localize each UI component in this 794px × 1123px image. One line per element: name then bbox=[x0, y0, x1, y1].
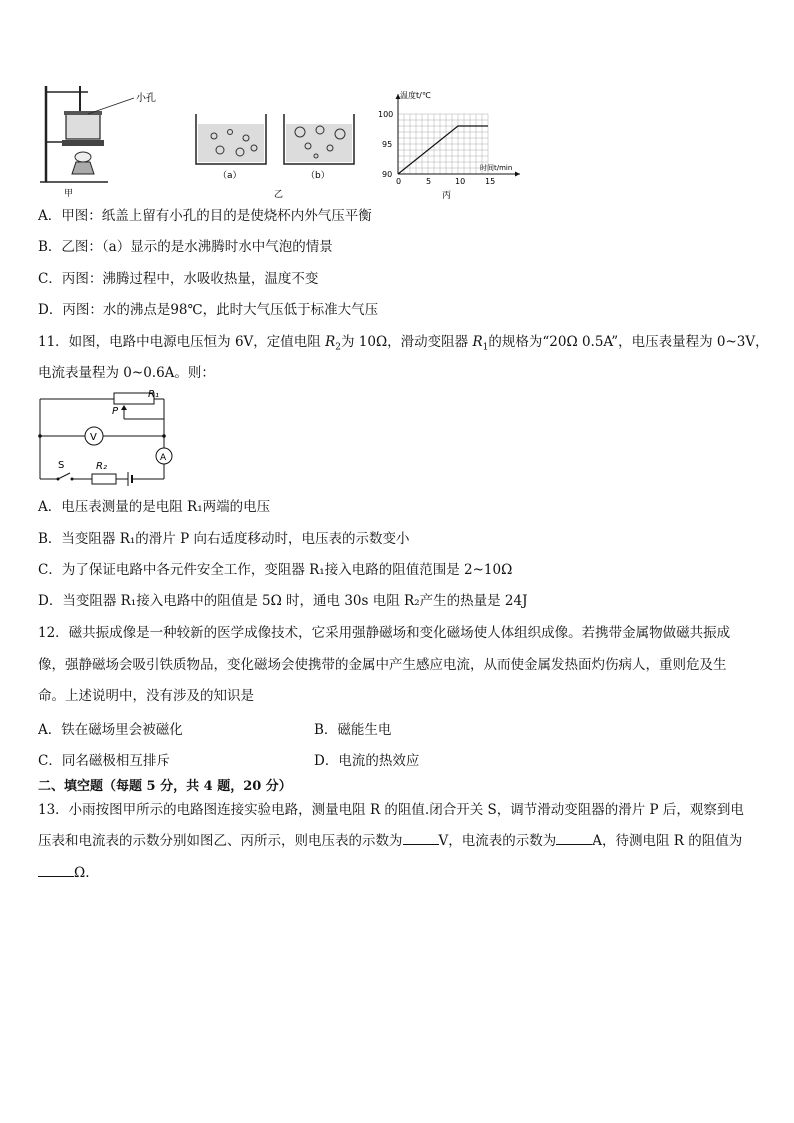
ytick-100: 100 bbox=[378, 110, 394, 119]
ytick-90: 90 bbox=[382, 170, 393, 179]
section-heading: 二、填空题（每题 5 分，共 4 题，20 分） bbox=[38, 779, 292, 794]
circuit-diagram bbox=[36, 388, 186, 486]
r1-label: R₁ bbox=[148, 389, 159, 400]
q10-option-c: C．丙图：沸腾过程中，水吸收热量，温度不变 bbox=[38, 271, 319, 287]
yi-b-label: （b） bbox=[306, 171, 330, 181]
beaker-a bbox=[196, 114, 266, 164]
q11-option-b: B．当变阻器 R₁的滑片 P 向右适度移动时，电压表的示数变小 bbox=[38, 531, 410, 547]
q11-option-d: D．当变阻器 R₁接入电路中的阻值是 5Ω 时，通电 30s 电阻 R₂产生的热量是 24J bbox=[38, 593, 528, 609]
bing-label: 丙 bbox=[442, 191, 452, 200]
switch-s-label: S bbox=[58, 460, 65, 471]
q12-stem-line2: 像，强静磁场会吸引铁质物品，变化磁场会使携带的金属中产生感应电流，从而使金属发热面灼伤病人，重则危及生 bbox=[38, 657, 727, 673]
xtick-10: 10 bbox=[455, 177, 466, 186]
q12-option-d: D．电流的热效应 bbox=[314, 753, 420, 769]
figure-jia bbox=[36, 84, 176, 199]
slider-p-label: P bbox=[112, 406, 119, 417]
q12-stem-line3: 命。上述说明中，没有涉及的知识是 bbox=[38, 688, 254, 704]
beaker-b bbox=[284, 114, 354, 164]
xtick-5: 5 bbox=[426, 177, 432, 186]
figure-bing-graph bbox=[370, 88, 570, 200]
ytick-95: 95 bbox=[382, 140, 393, 149]
q12-option-c: C．同名磁极相互排斥 bbox=[38, 753, 170, 769]
figure-yi bbox=[190, 108, 370, 200]
answer-blank-current[interactable] bbox=[556, 832, 592, 845]
q10-option-b: B．乙图：（a）显示的是水沸腾时水中气泡的情景 bbox=[38, 239, 333, 255]
q10-option-a: A．甲图：纸盖上留有小孔的目的是使烧杯内外气压平衡 bbox=[38, 208, 372, 224]
q11-stem-line1: 11．如图，电路中电源电压恒为 6V，定值电阻 $R_2$为 10Ω，滑动变阻器 $R_1$的规格为“20Ω 0.5A”，电压表量程为 0~3V， bbox=[38, 334, 769, 353]
voltmeter-label: V bbox=[90, 432, 97, 443]
q12-options-row2 bbox=[38, 749, 758, 767]
hole-label: 小孔 bbox=[136, 93, 156, 104]
q11-option-c: C．为了保证电路中各元件安全工作，变阻器 R₁接入电路的阻值范围是 2~10Ω bbox=[38, 562, 513, 578]
yi-a-label: （a） bbox=[218, 171, 242, 181]
q11-option-a: A．电压表测量的是电阻 R₁两端的电压 bbox=[38, 499, 271, 515]
q11-stem-line2: 电流表量程为 0~0.6A。则： bbox=[38, 365, 215, 381]
graph-ylabel: 温度t/℃ bbox=[400, 91, 431, 100]
yi-label: 乙 bbox=[274, 190, 284, 200]
q12-option-a: A．铁在磁场里会被磁化 bbox=[38, 722, 183, 738]
q10-option-d: D．丙图：水的沸点是98℃，此时大气压低于标准大气压 bbox=[38, 302, 379, 318]
xtick-15: 15 bbox=[485, 177, 496, 186]
q13-stem-line3: Ω. bbox=[38, 864, 89, 882]
r2-label: R₂ bbox=[96, 461, 107, 472]
q12-options-row1 bbox=[38, 718, 758, 736]
q13-stem-line2: 压表和电流表的示数分别如图乙、丙所示，则电压表的示数为 V，电流表的示数为 A，待测电阻 R 的阻值为 bbox=[38, 833, 743, 849]
q12-option-b: B．磁能生电 bbox=[314, 722, 392, 738]
q13-stem-line1: 13．小雨按图甲所示的电路图连接实验电路，测量电阻 R 的阻值.闭合开关 S，调节滑动变阻器的滑片 P 后，观察到电 bbox=[38, 802, 744, 818]
answer-blank-resistance[interactable] bbox=[38, 864, 74, 877]
ammeter-label: A bbox=[160, 453, 167, 463]
answer-blank-voltage[interactable] bbox=[403, 832, 439, 845]
xtick-0: 0 bbox=[396, 177, 402, 186]
jia-label: 甲 bbox=[64, 189, 74, 199]
graph-xlabel: 时间t/min bbox=[480, 164, 513, 172]
q12-stem-line1: 12．磁共振成像是一种较新的医学成像技术，它采用强静磁场和变化磁场使人体组织成像。若携带金属物做磁共振成 bbox=[38, 625, 731, 641]
graph-grid bbox=[398, 114, 488, 174]
